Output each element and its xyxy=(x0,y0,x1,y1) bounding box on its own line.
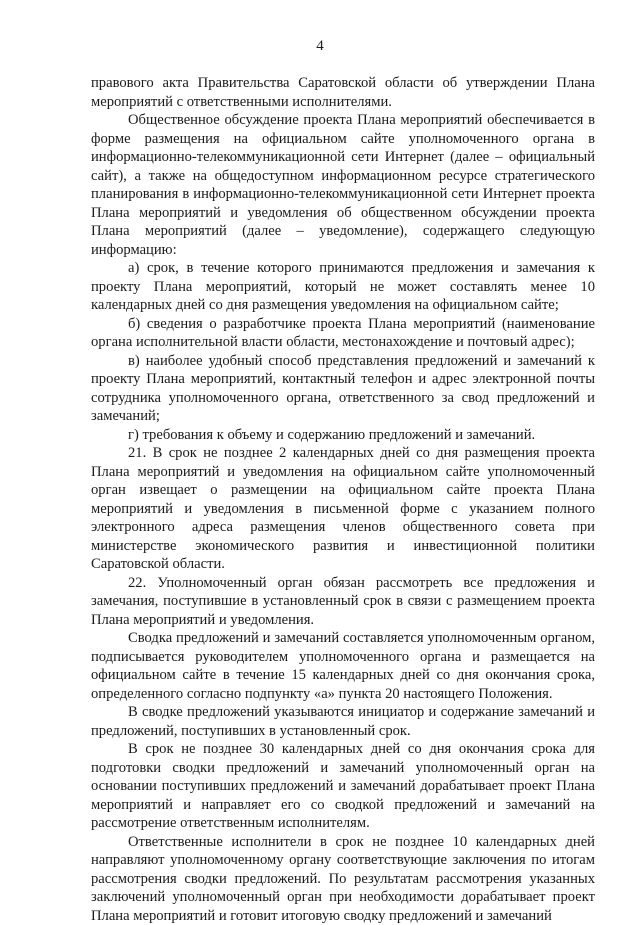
paragraph-9: Сводка предложений и замечаний составляется уполномоченным органом, подписывается руководителем уполномоченного органа и размещается на официальном сайте в течение 15 календарных дней со дня окончания срока, определенного согласно подпункту «а» пункта 20 настоящего Положения. xyxy=(91,629,595,703)
paragraph-6: г) требования к объему и содержанию предложений и замечаний. xyxy=(91,426,595,445)
paragraph-10: В сводке предложений указываются инициатор и содержание замечаний и предложений, поступивших в установленный срок. xyxy=(91,703,595,740)
paragraph-2: Общественное обсуждение проекта Плана мероприятий обеспечивается в форме размещения на официальном сайте уполномоченного органа в информационно-телекоммуникационной сети Интернет (далее – официальный сайт), а также на общедоступном информационном ресурсе стратегического планирования в информационно-телекоммуникационной сети Интернет проекта Плана мероприятий и уведомления об общественном обсуждении проекта Плана мероприятий (далее – уведомление), содержащего следующую информацию: xyxy=(91,111,595,259)
paragraph-12: Ответственные исполнители в срок не позднее 10 календарных дней направляют уполномоченному органу соответствующие заключения по итогам рассмотрения сводки предложений. По результатам рассмотрения указанных заключений уполномоченный орган при необходимости дорабатывает проект Плана мероприятий и готовит итоговую сводку предложений и замечаний xyxy=(91,833,595,925)
page-number: 4 xyxy=(0,38,640,55)
paragraph-3: а) срок, в течение которого принимаются предложения и замечания к проекту Плана мероприятий, который не может составлять менее 10 календарных дней со дня размещения уведомления на официальном сайте; xyxy=(91,259,595,315)
document-body xyxy=(91,74,595,925)
paragraph-11: В срок не позднее 30 календарных дней со дня окончания срока для подготовки сводки предложений и замечаний уполномоченный орган на основании поступивших предложений и замечаний дорабатывает проект Плана мероприятий и направляет его со сводкой предложений и замечаний на рассмотрение ответственным исполнителям. xyxy=(91,740,595,833)
paragraph-7: 21. В срок не позднее 2 календарных дней со дня размещения проекта Плана мероприятий и уведомления на официальном сайте уполномоченный орган извещает о размещении на официальном сайте проекта Плана мероприятий и уведомления в письменной форме с указанием полного электронного адреса размещения членов общественного совета при министерстве экономического развития и инвестиционной политики Саратовской области. xyxy=(91,444,595,574)
paragraph-5: в) наиболее удобный способ представления предложений и замечаний к проекту Плана мероприятий, контактный телефон и адрес электронной почты сотрудника уполномоченного органа, ответственного за свод предложений и замечаний; xyxy=(91,352,595,426)
paragraph-1: правового акта Правительства Саратовской области об утверждении Плана мероприятий с ответственными исполнителями. xyxy=(91,74,595,111)
paragraph-8: 22. Уполномоченный орган обязан рассмотреть все предложения и замечания, поступившие в установленный срок в связи с размещением проекта Плана мероприятий и уведомления. xyxy=(91,574,595,630)
paragraph-4: б) сведения о разработчике проекта Плана мероприятий (наименование органа исполнительной власти области, местонахождение и почтовый адрес); xyxy=(91,315,595,352)
